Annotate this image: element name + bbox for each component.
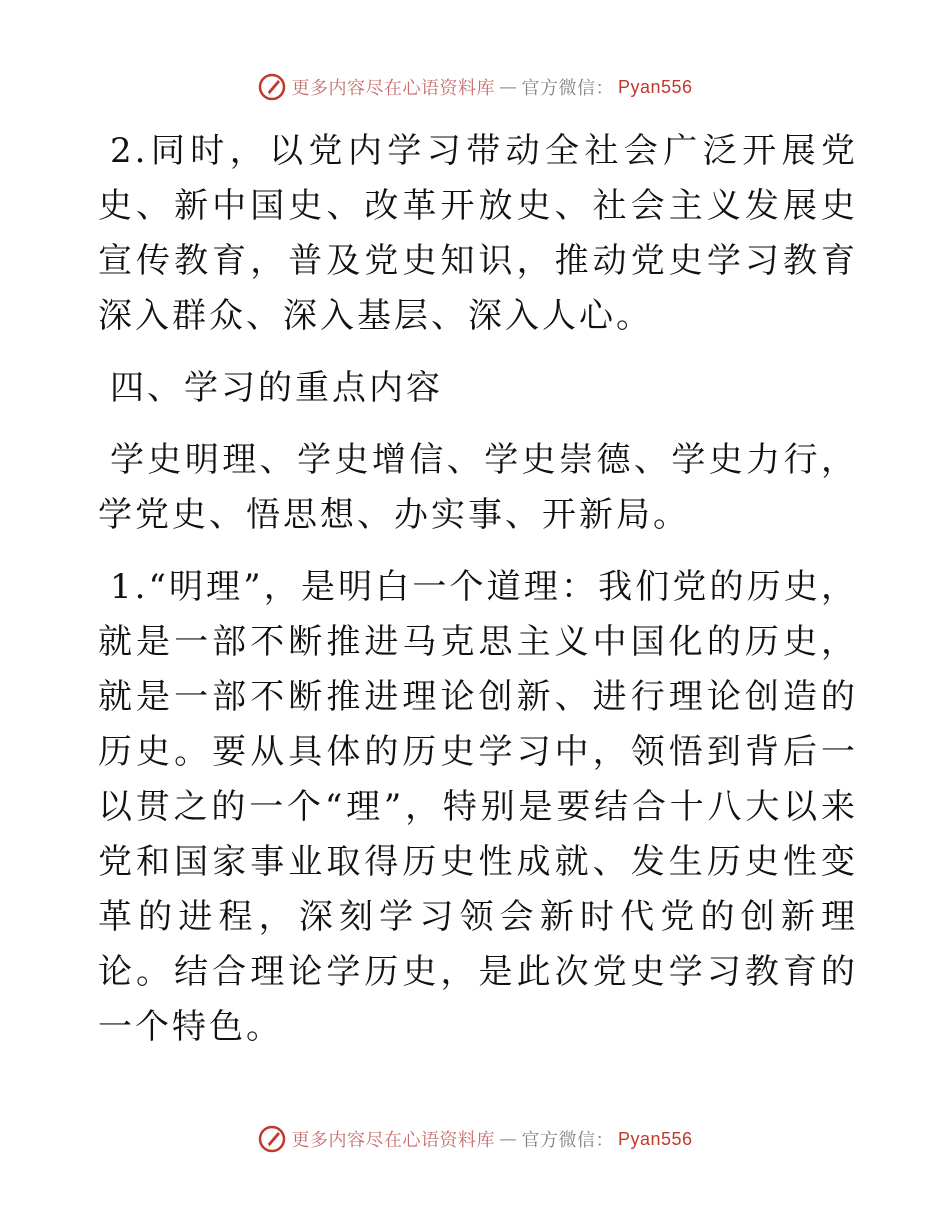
footer-watermark xyxy=(0,1124,950,1154)
pen-circle-logo-icon xyxy=(257,72,287,102)
pen-circle-logo-icon xyxy=(257,1124,287,1154)
header-watermark xyxy=(0,72,950,102)
watermark-wechat-id: Pyan556 xyxy=(617,1128,693,1149)
paragraph-summary: 学史明理、学史增信、学史崇德、学史力行，学党史、悟思想、办实事、开新局。 xyxy=(98,440,858,535)
section-heading: 四、学习的重点内容 xyxy=(110,368,443,408)
paragraph-intro: 2.同时，以党内学习带动全社会广泛开展党史、新中国史、改革开放史、社会主义发展史宣传教育，普及党史知识，推动党史学习教育深入群众、深入基层、深入人心。 xyxy=(98,131,858,336)
watermark-wechat-id: Pyan556 xyxy=(617,76,693,97)
watermark-wechat-label: 官方微信： xyxy=(521,1130,614,1151)
watermark-text: 更多内容尽在心语资料库 xyxy=(291,1130,495,1151)
document-body xyxy=(98,124,858,1072)
watermark-separator: — xyxy=(498,76,518,98)
watermark-text: 更多内容尽在心语资料库 xyxy=(291,78,495,99)
watermark-separator: — xyxy=(498,1128,518,1150)
paragraph-mingli: 1.“明理”，是明白一个道理：我们党的历史，就是一部不断推进马克思主义中国化的历史，就是一部不断推进理论创新、进行理论创造的历史。要从具体的历史学习中，领悟到背后一以贯之的一个“理”，特别是要结合十八大以来党和国家事业取得历史性成就、发生历史性变革的进程，深刻学习领会新时代党的创新理论。结合理论学历史，是此次党史学习教育的一个特色。 xyxy=(98,567,858,1047)
watermark-wechat-label: 官方微信： xyxy=(521,78,614,99)
